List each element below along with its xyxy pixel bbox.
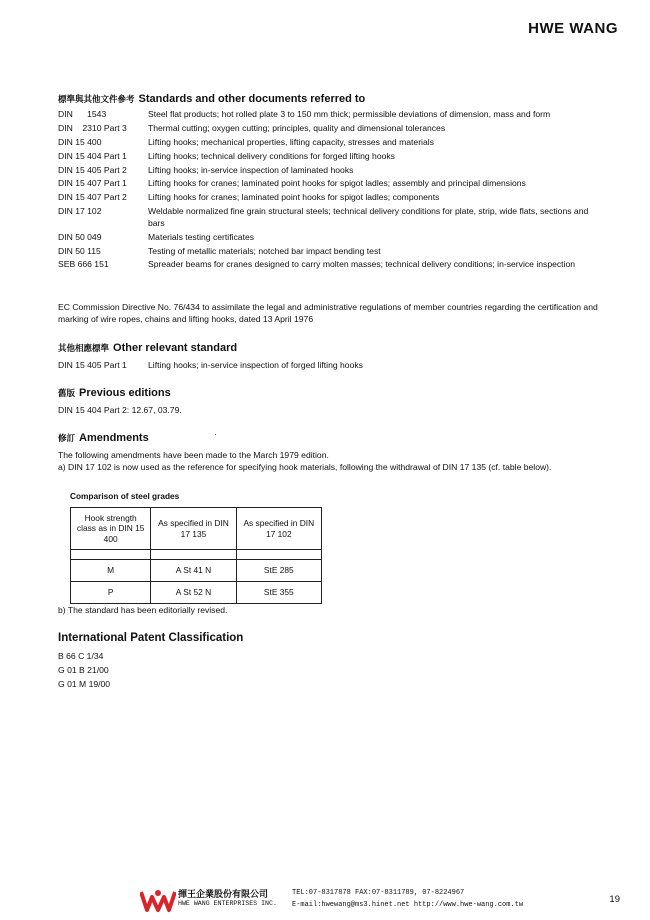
standard-row	[58, 259, 598, 271]
ipc-heading	[58, 632, 243, 644]
table-row	[71, 560, 322, 582]
amendments-intro: The following amendments have been made to the March 1979 edition.	[58, 450, 329, 460]
standard-row	[58, 165, 598, 177]
ipc-code: G 01 B 21/00	[58, 665, 109, 675]
column-header: As specified in DIN 17 135	[151, 508, 236, 550]
standard-desc: Lifting hooks; in-service inspection of laminated hooks	[148, 164, 354, 175]
company-footer	[140, 886, 620, 914]
steel-grades-caption: Comparison of steel grades	[70, 491, 180, 501]
ipc-heading-text: International Patent Classification	[58, 632, 244, 644]
standard-desc: Lifting hooks; mechanical properties, lifting capacity, stresses and materials	[148, 136, 434, 147]
column-header: Hook strength class as in DIN 15 400	[71, 508, 151, 550]
table-cell: StE 355	[236, 582, 321, 604]
previous-editions-text: DIN 15 404 Part 2: 12.67, 03.79.	[58, 405, 182, 415]
company-name-en: HWE WANG ENTERPRISES INC.	[178, 900, 277, 907]
standard-code: DIN 15 405 Part 2	[58, 164, 127, 175]
table-cell: M	[71, 560, 151, 582]
brand-title: HWE WANG	[528, 20, 618, 37]
standards-list	[58, 109, 598, 273]
scan-speck	[215, 434, 216, 435]
amendment-item-b: b) The standard has been editorially revised.	[58, 605, 228, 615]
previous-editions-heading-en: Previous editions	[79, 387, 171, 399]
amendments-heading-en: Amendments	[79, 432, 149, 444]
standard-code: DIN 2310 Part 3	[58, 122, 127, 133]
standard-row	[58, 151, 598, 163]
table-cell: A St 52 N	[151, 582, 236, 604]
standard-desc: Lifting hooks for cranes; laminated point hooks for spigot ladles; assembly and principal dimensions	[148, 178, 526, 189]
standard-row	[58, 206, 598, 229]
standard-code: DIN 50 049	[58, 231, 102, 242]
ipc-code: G 01 M 19/00	[58, 679, 111, 689]
other-standard-desc: Lifting hooks; in-service inspection of forged lifting hooks	[148, 360, 363, 370]
hwe-wang-logo-icon	[140, 888, 176, 914]
other-standard-heading	[58, 342, 237, 354]
other-standard-heading-en: Other relevant standard	[113, 342, 238, 354]
standard-row	[58, 123, 598, 135]
standard-code: DIN 17 102	[58, 206, 102, 217]
ec-directive-text: EC Commission Directive No. 76/434 to assimilate the legal and administrative regulations of member countries regarding the certification and marking of wire ropes, chains and lifting hooks, dated 13 April 1976	[58, 302, 598, 324]
standard-desc: Materials testing certificates	[148, 231, 255, 242]
page-number: 19	[609, 894, 620, 905]
amendments-heading	[58, 432, 149, 444]
footer-tel-fax: TEL:07-8317878 FAX:07-8311789, 07-8224967	[292, 889, 465, 897]
table-cell: P	[71, 582, 151, 604]
standard-row	[58, 192, 598, 204]
standard-code: SEB 666 151	[58, 259, 109, 270]
standard-desc: Lifting hooks for cranes; laminated point hooks for spigot ladles; components	[148, 192, 440, 203]
steel-grades-table	[70, 507, 322, 604]
other-standard-row	[58, 360, 363, 372]
table-cell: StE 285	[236, 560, 321, 582]
table-spacer-row	[71, 550, 322, 560]
other-standard-heading-cjk: 其他相應標準	[58, 343, 110, 353]
company-name-cn: 揮王企業股份有限公司	[178, 889, 269, 899]
ipc-code: B 66 C 1/34	[58, 651, 104, 661]
table-row	[71, 582, 322, 604]
standard-code: DIN 15 407 Part 1	[58, 178, 127, 189]
standard-code: DIN 15 400	[58, 136, 102, 147]
standards-heading	[58, 93, 365, 105]
standard-desc: Testing of metallic materials; notched bar impact bending test	[148, 245, 381, 256]
standards-heading-en: Standards and other documents referred to	[138, 93, 366, 105]
amendments-heading-cjk: 修訂	[58, 433, 76, 443]
amendment-item-a: a) DIN 17 102 is now used as the reference for specifying hook materials, following the withdrawal of DIN 17 135 (cf. table below).	[58, 462, 552, 472]
standard-row	[58, 178, 598, 190]
steel-grades-header-row	[71, 508, 322, 550]
previous-editions-heading	[58, 387, 171, 399]
standard-row	[58, 232, 598, 244]
standard-row	[58, 246, 598, 258]
previous-editions-heading-cjk: 舊版	[58, 388, 76, 398]
standard-code: DIN 1543	[58, 109, 107, 119]
standard-desc: Thermal cutting; oxygen cutting; principles, quality and dimensional tolerances	[148, 122, 446, 133]
standard-desc: Lifting hooks; technical delivery conditions for forged lifting hooks	[148, 150, 395, 161]
column-header: As specified in DIN 17 102	[236, 508, 321, 550]
standard-code: DIN 50 115	[58, 245, 101, 256]
standard-code: DIN 15 407 Part 2	[58, 192, 127, 203]
other-standard-code: DIN 15 405 Part 1	[58, 360, 127, 370]
standard-desc: Weldable normalized fine grain structural steels; technical delivery conditions for plate, strip, wide flats, sections and bars	[148, 206, 589, 228]
standard-row	[58, 137, 598, 149]
table-cell: A St 41 N	[151, 560, 236, 582]
standard-row	[58, 109, 598, 121]
footer-email-web: E-mail:hwewang@ms3.hinet.net http://www.hwe-wang.com.tw	[292, 901, 524, 909]
standard-code: DIN 15 404 Part 1	[58, 150, 127, 161]
standard-desc: Steel flat products; hot rolled plate 3 to 150 mm thick; permissible deviations of dimension, mass and form	[148, 109, 551, 119]
standard-desc: Spreader beams for cranes designed to carry molten masses; technical delivery conditions; in-service inspection	[148, 259, 576, 270]
standards-heading-cjk: 標準與其他文件參考	[58, 94, 135, 104]
